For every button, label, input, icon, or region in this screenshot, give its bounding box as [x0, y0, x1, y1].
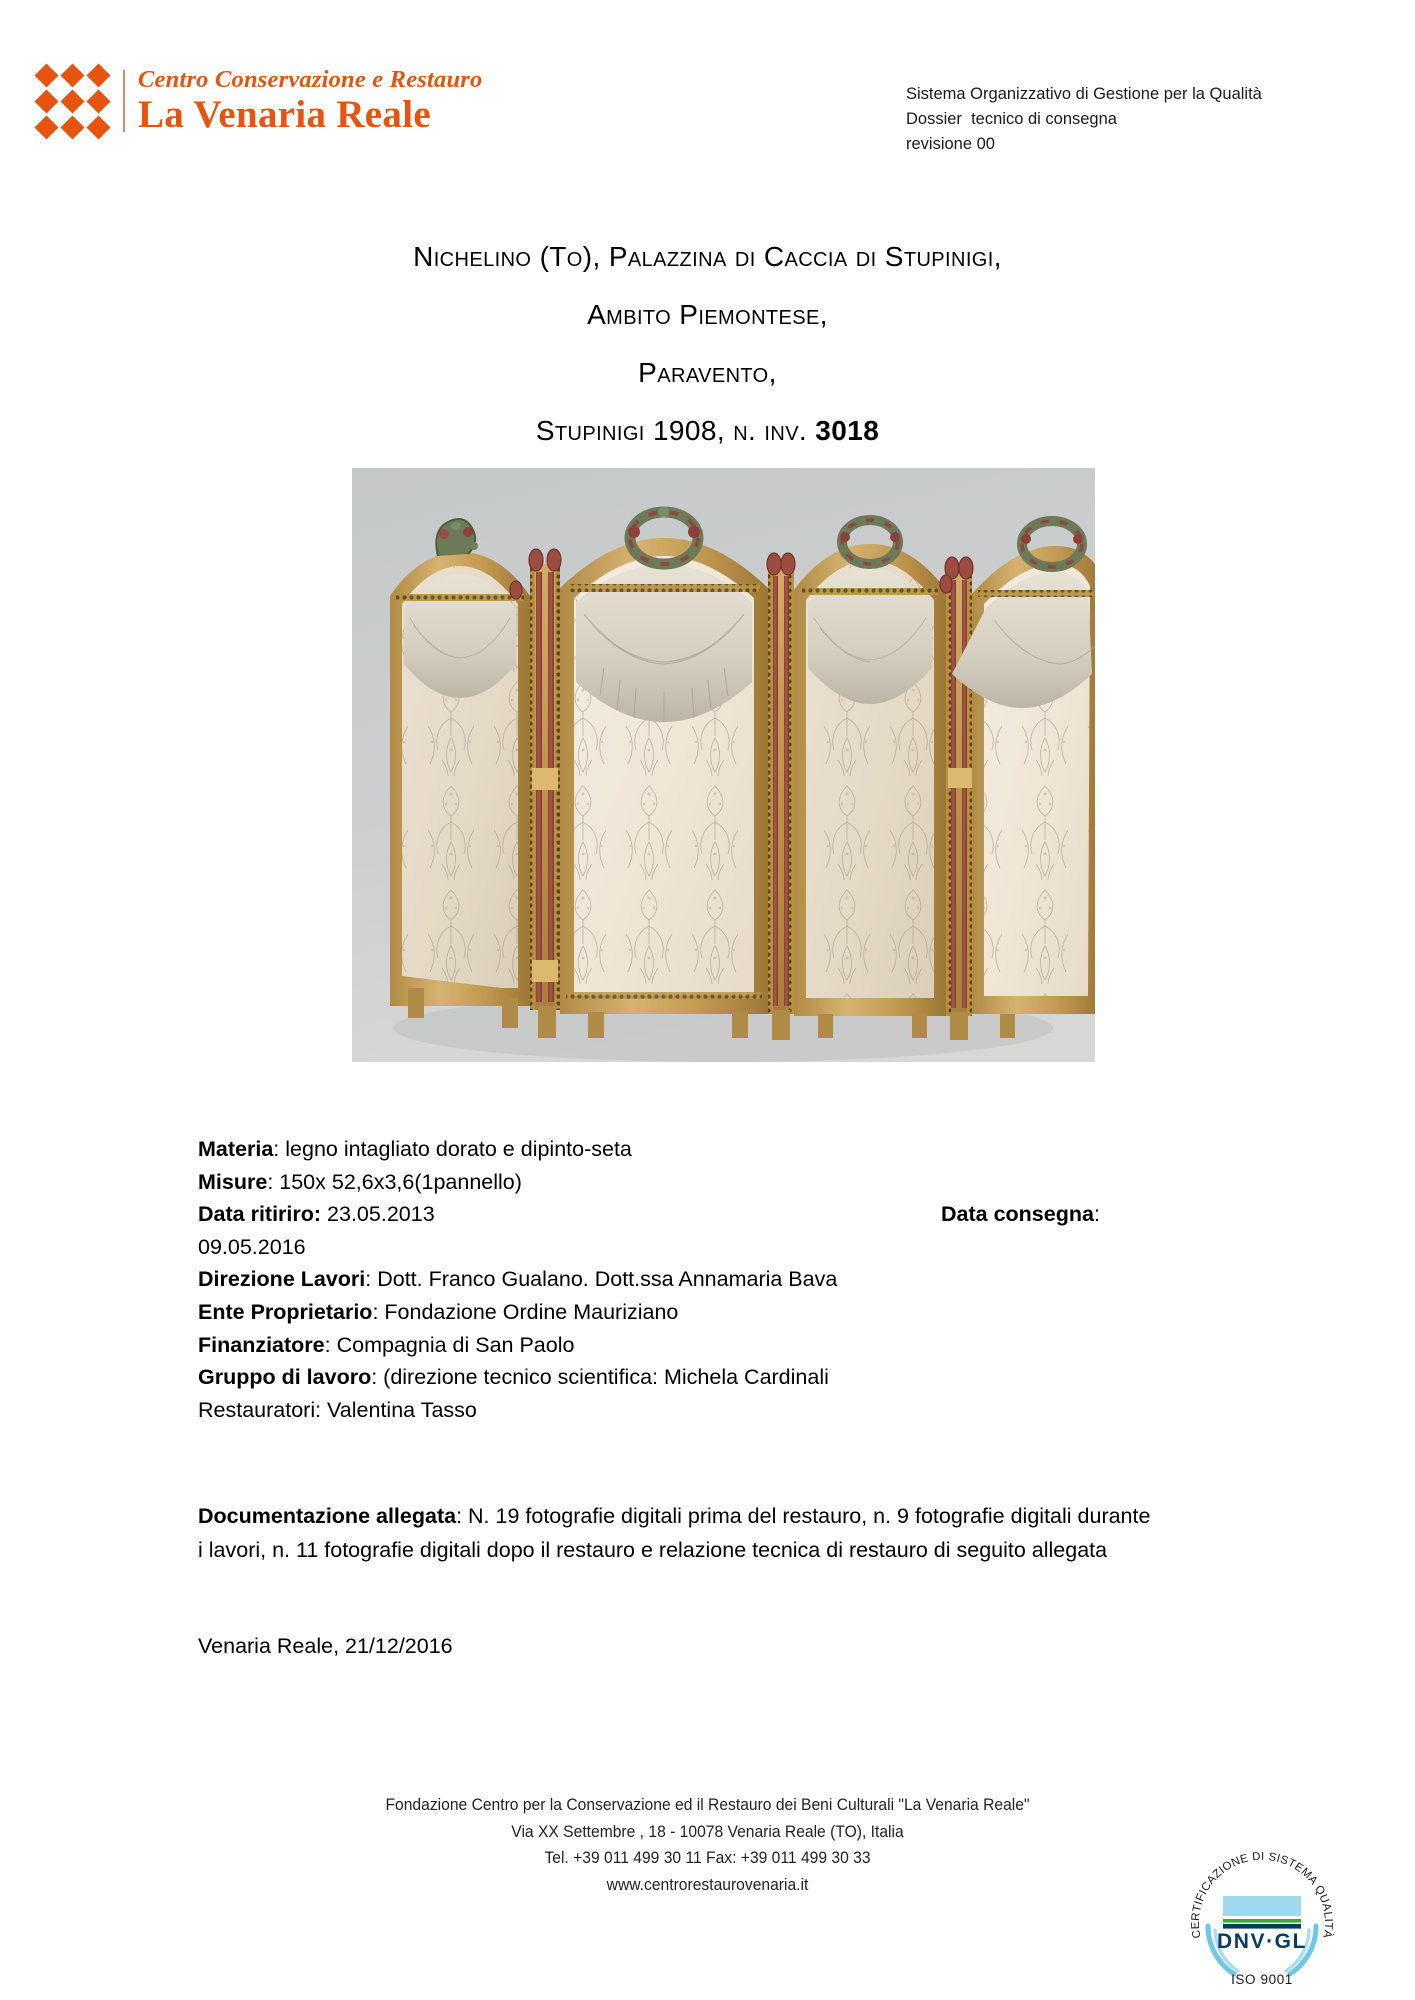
- logo-divider: [123, 70, 125, 132]
- header-meta-line-1: Sistema Organizzativo di Gestione per la Qualità: [906, 85, 1262, 103]
- detail-value-direzione-lavori: Dott. Franco Gualano. Dott.ssa Annamaria Bava: [377, 1267, 838, 1292]
- detail-value-data-consegna: 09.05.2016: [198, 1234, 306, 1259]
- cert-standard: ISO 9001: [1231, 1972, 1293, 1987]
- detail-label-gruppo-di-lavoro: Gruppo di lavoro: [198, 1365, 372, 1390]
- detail-sep-finanziatore: :: [324, 1332, 337, 1357]
- footer-address: Via XX Settembre , 18 - 10078 Venaria Reale (TO), Italia: [511, 1821, 904, 1841]
- title-year: 1908: [652, 415, 717, 446]
- title-line-4: [0, 402, 1415, 460]
- title-line-2: Ambito Piemontese,: [587, 299, 828, 330]
- title-ninv-label: n. inv.: [733, 415, 816, 446]
- detail-row-ente-proprietario: [198, 1296, 1258, 1329]
- detail-sep-materia: :: [273, 1137, 286, 1161]
- detail-row-direzione-lavori: [198, 1263, 1258, 1296]
- detail-sep-data-consegna: :: [1093, 1202, 1100, 1227]
- detail-sep-direzione-lavori: :: [365, 1267, 378, 1292]
- documentazione-label: Documentazione allegata: [198, 1504, 457, 1528]
- detail-label-direzione-lavori: Direzione Lavori: [198, 1267, 366, 1292]
- detail-value-materia: legno intagliato dorato e dipinto-seta: [285, 1137, 632, 1161]
- detail-label-finanziatore: Finanziatore: [198, 1332, 325, 1357]
- paravento-photograph: [352, 468, 1095, 1062]
- title-line-1: Nichelino (To), Palazzina di Caccia di Stupinigi,: [413, 241, 1002, 272]
- detail-sep-ente-proprietario: :: [372, 1299, 385, 1324]
- detail-label-data-ritiro: Data ritiriro:: [198, 1202, 322, 1227]
- title-line-3: Paravento,: [638, 357, 777, 388]
- detail-row-data-ritiro: [198, 1198, 1258, 1231]
- page-header: [0, 0, 1415, 175]
- detail-row-finanziatore: [198, 1329, 1258, 1362]
- detail-label-materia: Materia: [198, 1137, 274, 1161]
- detail-row-misure: [198, 1166, 1258, 1199]
- header-meta-line-2: Dossier tecnico di consegna: [906, 110, 1117, 128]
- place-and-date: Venaria Reale, 21/12/2016: [198, 1634, 453, 1658]
- detail-row-restauratori: [198, 1394, 1258, 1427]
- documentazione-allegata: [198, 1499, 1158, 1567]
- page-footer: [57, 1792, 1359, 1898]
- detail-value-restauratori: Restauratori: Valentina Tasso: [198, 1397, 477, 1422]
- documentazione-sep: :: [456, 1504, 469, 1528]
- detail-value-data-ritiro: 23.05.2013: [327, 1202, 435, 1227]
- detail-label-ente-proprietario: Ente Proprietario: [198, 1299, 373, 1324]
- header-meta: [906, 82, 1262, 157]
- title-inventory-number: 3018: [815, 415, 880, 446]
- artwork-details: [198, 1133, 1258, 1426]
- detail-label-misure: Misure: [198, 1169, 268, 1194]
- detail-sep-gruppo-di-lavoro: :: [371, 1365, 384, 1390]
- detail-row-gruppo-di-lavoro: [198, 1361, 1258, 1394]
- diamond-grid-icon: [33, 62, 111, 140]
- footer-phone: Tel. +39 011 499 30 11 Fax: +39 011 499 30 33: [544, 1848, 871, 1867]
- detail-value-gruppo-di-lavoro: (direzione tecnico scientifica: Michela Cardinali: [383, 1365, 829, 1390]
- cert-arc-text: CERTIFICAZIONE DI SISTEMA QUALITÀ: [1189, 1850, 1335, 1940]
- cert-brand: DNV·GL: [1216, 1930, 1308, 1953]
- cert-green-stripe: [1223, 1919, 1301, 1923]
- detail-row-materia: [198, 1133, 1258, 1166]
- dnv-gl-certification-logo: [1182, 1838, 1342, 1998]
- documentazione-text: N. 19 fotografie digitali prima del restauro, n. 9 fotografie digitali durante i lavori, n. 11 fotografie digitali dopo il restauro e relazione tecnica di restauro di seguito allegata: [198, 1504, 1151, 1562]
- footer-website: www.centrorestaurovenaria.it: [606, 1874, 809, 1894]
- detail-sep-misure: :: [267, 1169, 280, 1194]
- title-comma: ,: [716, 415, 734, 446]
- logo-subtitle: Centro Conservazione e Restauro: [138, 65, 483, 93]
- header-meta-line-3: revisione 00: [906, 135, 995, 153]
- cert-navy-stripe: [1223, 1924, 1301, 1929]
- detail-value-misure: 150x 52,6x3,6(1pannello): [279, 1169, 522, 1194]
- footer-organization: Fondazione Centro per la Conservazione ed il Restauro dei Beni Culturali "La Venaria Reale": [385, 1795, 1030, 1814]
- title-stupinigi-label: Stupinigi: [535, 415, 653, 446]
- detail-row-data-consegna-value: [198, 1231, 1258, 1264]
- logo-title: La Venaria Reale: [138, 93, 431, 137]
- detail-value-finanziatore: Compagnia di San Paolo: [336, 1332, 575, 1357]
- document-title: [0, 228, 1415, 460]
- cert-blue-bar: [1223, 1896, 1301, 1916]
- detail-value-ente-proprietario: Fondazione Ordine Mauriziano: [384, 1299, 679, 1324]
- venaria-logo: [33, 62, 482, 140]
- artwork-photo: [352, 468, 1095, 1062]
- data-consegna-group: [941, 1198, 1100, 1231]
- detail-label-data-consegna: Data consegna: [941, 1202, 1094, 1227]
